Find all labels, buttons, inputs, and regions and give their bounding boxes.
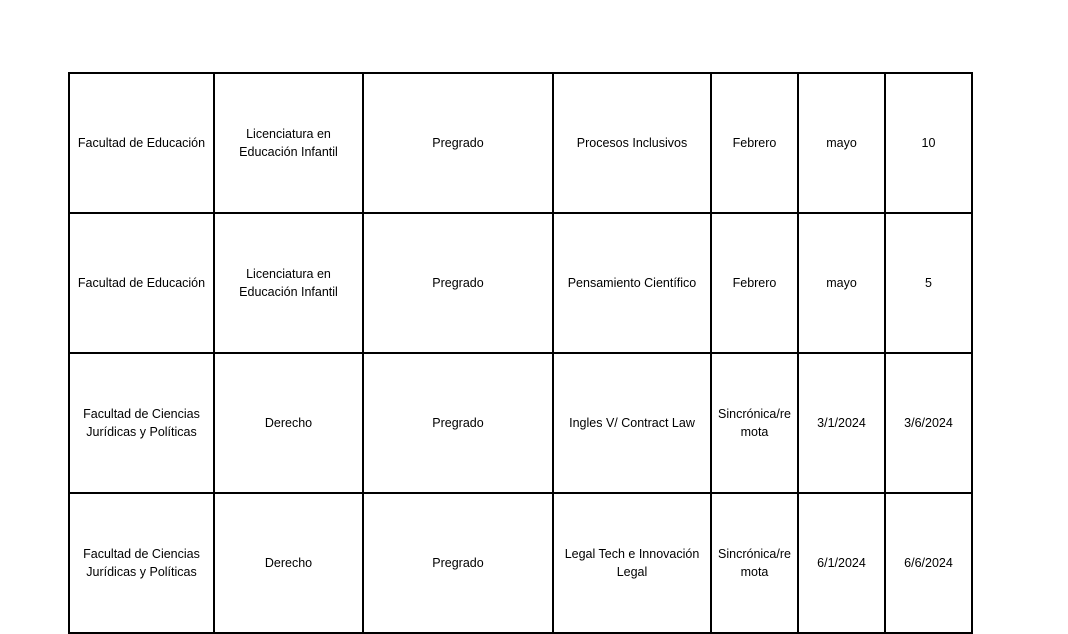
course-table	[68, 72, 973, 634]
cell-text: Procesos Inclusivos	[576, 136, 688, 150]
cell-text: Pregrado	[432, 556, 484, 570]
cell-nivel	[363, 213, 553, 353]
cell-text: 6/6/2024	[904, 556, 953, 570]
cell-nivel	[363, 73, 553, 213]
cell-cupos	[885, 73, 972, 213]
cell-text: 6/1/2024	[817, 556, 866, 570]
cell-text: 3/1/2024	[817, 416, 866, 430]
cell-text: Pregrado	[432, 276, 484, 290]
cell-nivel	[363, 493, 553, 633]
cell-programa	[214, 73, 363, 213]
cell-programa	[214, 353, 363, 493]
cell-nivel	[363, 353, 553, 493]
cell-text: mayo	[826, 276, 857, 290]
cell-modalidad	[711, 353, 798, 493]
spreadsheet-page	[68, 72, 973, 634]
cell-facultad	[69, 73, 214, 213]
cell-text: Licenciatura en Educación Infantil	[239, 127, 338, 159]
cell-text: Facultad de Ciencias Jurídicas y Políticas	[83, 407, 200, 439]
cell-curso	[553, 353, 711, 493]
cell-modalidad	[711, 493, 798, 633]
cell-text: Facultad de Educación	[77, 276, 206, 290]
cell-inicio	[798, 73, 885, 213]
cell-text: Pensamiento Científico	[567, 276, 697, 290]
cell-programa	[214, 493, 363, 633]
cell-text: Ingles V/ Contract Law	[569, 416, 695, 430]
cell-inicio	[798, 213, 885, 353]
cell-curso	[553, 213, 711, 353]
cell-curso	[553, 73, 711, 213]
cell-text: Facultad de Educación	[77, 136, 206, 150]
table-row	[69, 353, 972, 493]
cell-text: Derecho	[264, 556, 313, 570]
cell-text: Licenciatura en Educación Infantil	[239, 267, 338, 299]
cell-programa	[214, 213, 363, 353]
table-row	[69, 213, 972, 353]
cell-modalidad	[711, 213, 798, 353]
cell-text: Facultad de Ciencias Jurídicas y Políticas	[83, 547, 200, 579]
cell-inicio	[798, 353, 885, 493]
cell-text: mayo	[826, 136, 857, 150]
cell-cupos	[885, 213, 972, 353]
table-row	[69, 73, 972, 213]
cell-text: 5	[925, 276, 932, 290]
cell-text: Sincrónica/re mota	[718, 407, 791, 439]
cell-modalidad	[711, 73, 798, 213]
cell-text: Derecho	[264, 416, 313, 430]
cell-text: 10	[921, 136, 936, 150]
cell-text: Pregrado	[432, 416, 484, 430]
cell-text: Febrero	[732, 276, 777, 290]
table-row	[69, 493, 972, 633]
cell-facultad	[69, 213, 214, 353]
cell-cupos	[885, 493, 972, 633]
cell-text: Legal Tech e Innovación Legal	[564, 547, 700, 579]
cell-facultad	[69, 353, 214, 493]
cell-cupos	[885, 353, 972, 493]
cell-text: Sincrónica/re mota	[718, 547, 791, 579]
cell-curso	[553, 493, 711, 633]
cell-inicio	[798, 493, 885, 633]
cell-text: Febrero	[732, 136, 777, 150]
cell-facultad	[69, 493, 214, 633]
cell-text: Pregrado	[432, 136, 484, 150]
cell-text: 3/6/2024	[904, 416, 953, 430]
